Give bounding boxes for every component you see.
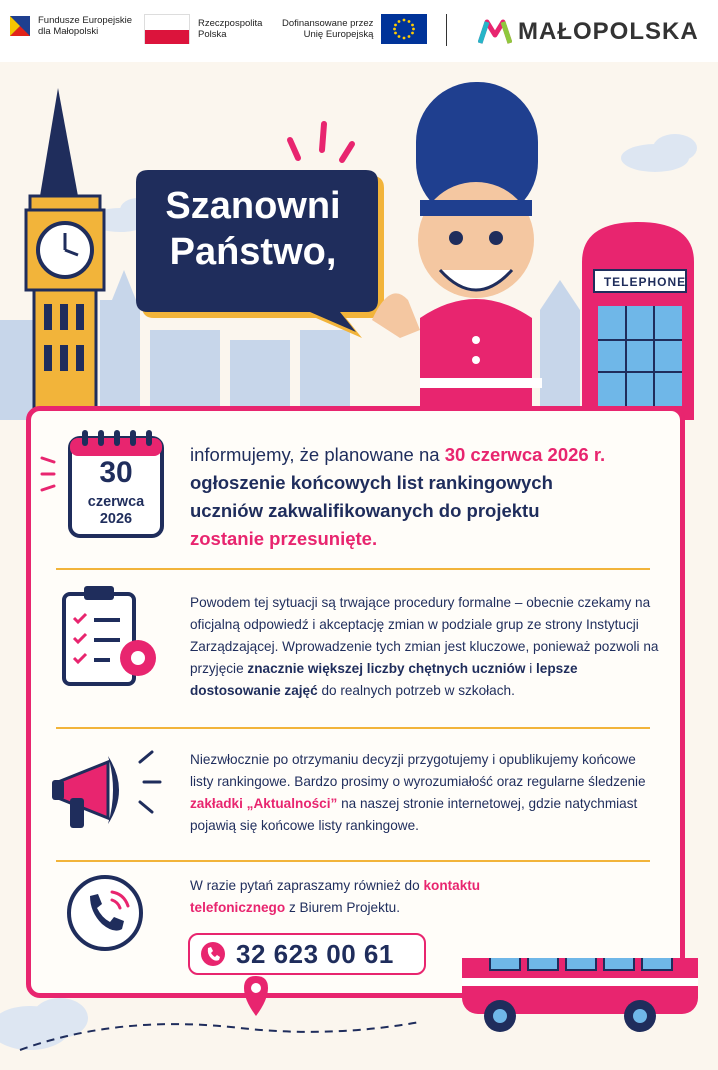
phone-number: 32 623 00 61	[236, 938, 394, 969]
reason-paragraph	[190, 592, 660, 702]
double-decker-bus-icon	[462, 958, 698, 1032]
announcement-text	[190, 441, 620, 553]
announcement-part2: ogłoszenie końcowych list rankingowych uczniów zakwalifikowanych do projektu	[190, 472, 553, 521]
greeting-line2: Państwo,	[169, 231, 337, 273]
calendar-month: czerwca	[87, 494, 145, 510]
reason-text-1: Powodem tej sytuacji są trwające procedury formalne – obecnie czekamy na oficjalną odpowiedź i akceptację zmian w podziale grup ze strony Instytucji Zarządzającej. Wprowadzenie tych zmian jest kluczowe, ponieważ pozwoli na przyjęcie	[190, 595, 659, 676]
calendar-month-year	[70, 494, 162, 528]
rp-logo-line1: Rzeczpospolita	[198, 18, 263, 29]
rzeczpospolita-logo	[144, 14, 262, 44]
telephone-box-icon	[582, 222, 694, 420]
royal-guard-icon	[372, 82, 542, 420]
fe-logo-line2: dla Małopolski	[38, 26, 99, 37]
malopolska-wordmark: MAŁOPOLSKA	[518, 18, 699, 45]
polish-flag-icon	[144, 14, 190, 44]
megaphone-icon	[50, 748, 166, 838]
phone-contact-link[interactable]: kontaktu telefonicznego	[190, 878, 481, 915]
eu-logo-line2: Unię Europejską	[303, 29, 374, 40]
calendar-year: 2026	[99, 511, 133, 527]
big-ben-icon	[26, 88, 104, 420]
eu-logo-line1: Dofinansowane przez	[282, 18, 374, 29]
clipboard-gear-icon	[56, 582, 166, 692]
greeting-line1: Szanowni	[165, 185, 341, 227]
reason-text-2: i	[525, 661, 537, 676]
telephone-sign: TELEPHONE	[603, 275, 687, 289]
location-pin-icon	[244, 976, 268, 1016]
greeting-text	[140, 183, 366, 275]
announcement-date: 30 czerwca 2026 r.	[444, 444, 606, 465]
fe-logo-line1: Fundusze Europejskie	[38, 15, 132, 26]
announcement-part1: informujemy, że planowane na	[190, 444, 445, 465]
reason-bold-1: znacznie większej liczby chętnych uczniów	[247, 661, 526, 676]
malopolska-m-icon	[478, 19, 512, 45]
contact-text-2: z Biurem Projektu.	[285, 900, 401, 915]
reason-text-3: do realnych potrzeb w szkołach.	[317, 683, 515, 698]
eu-flag-icon	[381, 14, 427, 44]
phone-icon	[64, 872, 146, 954]
announcement-highlight: zostanie przesunięte.	[190, 528, 378, 549]
logo-separator	[446, 14, 447, 46]
reason-bold-2: lepsze dostosowanie zajęć	[190, 661, 578, 698]
notice-text-1: Niezwłocznie po otrzymaniu decyzji przygotujemy i opublikujemy końcowe listy rankingowe. Bardzo prosimy o wyrozumiałość oraz regularne śledzenie	[190, 752, 646, 789]
contact-paragraph	[190, 875, 490, 919]
fe-star-icon	[8, 14, 32, 38]
calendar-day: 30	[99, 456, 133, 489]
section-divider-3	[56, 860, 650, 862]
fundusze-europejskie-logo	[8, 14, 132, 38]
notice-paragraph	[190, 749, 660, 837]
contact-text-1: W razie pytań zapraszamy również do	[190, 878, 424, 893]
news-tab-link[interactable]: zakładki „Aktualności”	[190, 796, 338, 811]
notice-text-2: na naszej stronie internetowej, gdzie natychmiast pojawią się końcowe listy rankingowe.	[190, 796, 638, 833]
bottom-decoration	[0, 958, 718, 1070]
rp-logo-line2: Polska	[198, 29, 227, 40]
section-divider-1	[56, 568, 650, 570]
malopolska-logo	[478, 18, 699, 46]
section-divider-2	[56, 727, 650, 729]
eu-logo	[282, 14, 427, 44]
logo-bar	[0, 0, 718, 62]
